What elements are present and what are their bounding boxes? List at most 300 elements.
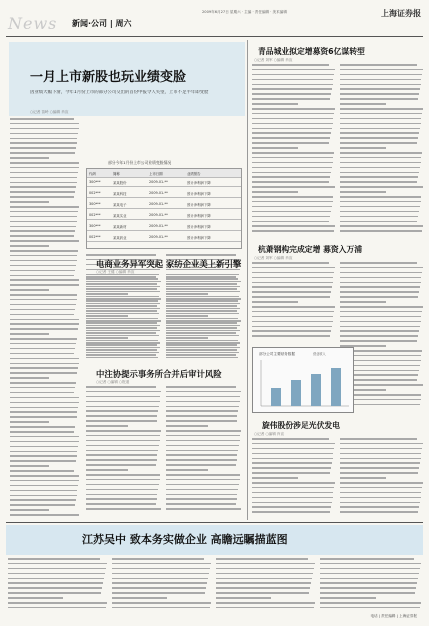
text-line [10, 509, 49, 511]
table-cell: 某某新材 [113, 225, 127, 229]
text-line [10, 289, 49, 291]
text-line [320, 602, 421, 604]
text-line [320, 568, 420, 570]
text-line [340, 79, 421, 81]
text-line [10, 392, 74, 394]
text-line [112, 597, 167, 599]
table-cell: 某某股份 [113, 181, 127, 185]
text-line [216, 587, 310, 589]
text-line [340, 191, 386, 193]
story-risk-byline: ○记者 ○编辑 ○报道 [96, 380, 130, 384]
text-line [86, 315, 128, 317]
text-line [166, 498, 237, 500]
text-line [86, 454, 157, 456]
financial-chart-svg [253, 348, 355, 414]
text-line [340, 282, 421, 284]
text-line [320, 563, 421, 565]
text-line [10, 172, 78, 174]
text-line [252, 502, 332, 504]
table-cell: 002*** [89, 213, 101, 217]
text-line [166, 325, 240, 327]
text-line [10, 319, 79, 321]
table-cell: 预计净利润下降 [187, 214, 211, 218]
text-line [86, 335, 159, 337]
table-row [87, 211, 241, 220]
paper-name: 上海证券报 [381, 8, 421, 18]
story-xuanwei-col1 [252, 438, 336, 520]
text-line [340, 462, 420, 464]
text-line [86, 281, 161, 283]
text-line [216, 592, 309, 594]
text-line [86, 344, 157, 346]
text-line [10, 460, 76, 462]
text-line [340, 316, 421, 318]
main-title: 一月上市新股也玩业绩变脸 [30, 70, 187, 85]
text-line [112, 592, 205, 594]
table-cell: 某某科技 [113, 192, 127, 196]
text-line [10, 162, 79, 164]
bottom-title: 江苏吴中 致本务实做企业 高瞻远瞩描蓝图 [82, 533, 288, 546]
table-header-cell: 简称 [113, 172, 120, 176]
text-line [340, 118, 421, 120]
text-line [340, 230, 422, 232]
text-line [86, 305, 157, 307]
text-line [252, 458, 333, 460]
text-line [252, 186, 335, 188]
text-line [10, 245, 49, 247]
text-line [112, 568, 210, 570]
text-line [340, 113, 422, 115]
text-line [166, 305, 237, 307]
text-line [340, 296, 418, 298]
text-line [252, 326, 332, 328]
text-line [252, 497, 333, 499]
text-line [166, 335, 239, 337]
text-line [10, 157, 49, 159]
text-line [166, 349, 237, 351]
text-line [166, 459, 237, 461]
chart-bar [331, 368, 341, 406]
text-line [166, 503, 236, 505]
text-line [340, 511, 418, 513]
text-line [252, 467, 331, 469]
text-line [252, 448, 334, 450]
story-ecommerce-col1 [86, 276, 162, 360]
text-line [340, 262, 417, 264]
text-line [166, 354, 236, 356]
text-line [252, 316, 333, 318]
text-line [10, 284, 79, 286]
text-line [340, 225, 423, 227]
text-line [10, 167, 79, 169]
text-line [340, 306, 423, 308]
text-line [86, 474, 160, 476]
text-line [10, 186, 76, 188]
text-line [252, 286, 332, 288]
text-line [340, 152, 422, 154]
chart-bar [271, 388, 281, 406]
text-line [340, 448, 422, 450]
text-line [86, 391, 161, 393]
story-risk-col2 [166, 386, 242, 518]
text-line [8, 582, 103, 584]
text-line [252, 506, 331, 508]
text-line [340, 477, 386, 479]
table-row [87, 200, 241, 209]
story-qinghai-byline: ○记者 刘军 ○编辑 肖宣 [254, 58, 293, 62]
text-line [112, 587, 206, 589]
text-line [10, 211, 78, 213]
text-line [10, 431, 74, 433]
story-hangyu-title: 杭萧钢构完成定增 募资入万浦 [258, 245, 363, 254]
text-line [112, 582, 207, 584]
text-line [340, 458, 421, 460]
text-line [86, 410, 158, 412]
text-line [86, 349, 157, 351]
text-line [10, 387, 75, 389]
text-line [340, 108, 423, 110]
text-line [166, 445, 239, 447]
table-row [87, 233, 241, 242]
text-line [86, 425, 128, 427]
text-line [340, 103, 386, 105]
text-line [340, 128, 420, 130]
text-line [10, 470, 74, 472]
story-ecommerce-col2 [166, 276, 242, 360]
text-line [86, 484, 159, 486]
text-line [340, 142, 417, 144]
text-line [340, 84, 421, 86]
text-line [10, 314, 74, 316]
text-line [166, 315, 208, 317]
text-line [112, 578, 208, 580]
text-line [216, 563, 315, 565]
text-line [252, 277, 333, 279]
text-line [8, 597, 63, 599]
table-cell: 预计净利润下降 [187, 225, 211, 229]
text-line [166, 401, 240, 403]
text-line [10, 152, 75, 154]
main-lead: 因业绩大幅下滑，今年1月份上市的部分公司交出的首份中报令人失望，上市不足半年即变脸 [30, 90, 209, 95]
text-line [166, 415, 237, 417]
text-line [216, 558, 308, 560]
text-line [8, 587, 102, 589]
story-qinghai-col1 [252, 64, 336, 238]
bottom-col2 [112, 558, 212, 614]
text-line [252, 321, 333, 323]
news-word: News [8, 14, 58, 33]
text-line [252, 132, 331, 134]
text-line [10, 348, 75, 350]
text-line [340, 453, 421, 455]
text-line [86, 479, 160, 481]
text-line [252, 206, 332, 208]
text-line [166, 300, 238, 302]
text-line [10, 333, 49, 335]
text-line [10, 407, 78, 409]
text-line [252, 167, 332, 169]
footer-stamp: 电话 | 责任编辑 | 上海证券报 [370, 614, 417, 618]
text-line [340, 506, 419, 508]
text-line [166, 494, 237, 496]
text-line [166, 386, 236, 388]
text-line [10, 397, 79, 399]
text-line [10, 240, 79, 242]
column-rule [247, 40, 248, 520]
text-line [252, 482, 335, 484]
text-line [166, 425, 208, 427]
table-header-cell: 业绩预告 [187, 172, 201, 176]
table-cell: 002*** [89, 235, 101, 239]
text-line [10, 480, 79, 482]
text-line [10, 142, 77, 144]
text-line [10, 377, 49, 379]
text-line [166, 410, 238, 412]
text-line [166, 450, 238, 452]
text-line [112, 602, 211, 604]
text-line [252, 201, 333, 203]
text-line [340, 340, 417, 342]
text-line [86, 310, 157, 312]
text-line [340, 492, 421, 494]
text-line [86, 508, 161, 510]
text-line [86, 420, 157, 422]
text-line [320, 592, 415, 594]
text-line [252, 123, 333, 125]
bottom-rule [6, 522, 423, 523]
text-line [252, 301, 298, 303]
text-line [340, 321, 421, 323]
story-ecommerce-title: 电商业务异军突起 家纺企业美上新引擎 [96, 259, 242, 269]
text-line [10, 446, 78, 448]
text-line [340, 326, 420, 328]
text-line [166, 391, 241, 393]
text-line [166, 489, 238, 491]
text-line [10, 426, 75, 428]
text-line [166, 435, 240, 437]
story-qinghai-col2 [340, 64, 424, 238]
text-line [10, 490, 77, 492]
text-line [10, 367, 78, 369]
text-line [166, 484, 239, 486]
text-line [10, 451, 77, 453]
text-line [340, 467, 419, 469]
text-line [252, 191, 298, 193]
text-line [252, 311, 334, 313]
text-line [252, 69, 335, 71]
performance-table [86, 168, 242, 249]
text-line [340, 181, 417, 183]
table-cell: 300*** [89, 224, 101, 228]
masthead-rule [6, 36, 423, 37]
text-line [166, 464, 236, 466]
table-cell: 预计净利润下降 [187, 236, 211, 240]
text-line [10, 475, 79, 477]
text-line [252, 225, 335, 227]
story-xuanwei-byline: ○记者 ○编辑 肖宣 [254, 432, 285, 436]
text-line [340, 291, 419, 293]
text-line [10, 133, 78, 135]
text-line [10, 411, 77, 413]
table-cell: 2009-01-** [149, 191, 168, 195]
text-line [166, 508, 241, 510]
text-line [166, 396, 240, 398]
text-line [252, 216, 330, 218]
text-line [8, 558, 100, 560]
text-line [252, 472, 330, 474]
text-line [10, 416, 77, 418]
text-line [166, 276, 236, 278]
text-line [252, 211, 331, 213]
text-line [10, 299, 77, 301]
table-cell: 预计净利润下降 [187, 203, 211, 207]
text-line [166, 291, 240, 293]
text-line [340, 438, 417, 440]
text-line [8, 578, 104, 580]
text-line [86, 445, 159, 447]
text-line [86, 440, 160, 442]
text-line [86, 498, 157, 500]
text-line [320, 607, 420, 609]
text-line [166, 469, 208, 471]
text-line [166, 406, 239, 408]
text-line [252, 93, 331, 95]
story-xuanwei-title: 旋伟股份涉足光伏发电 [262, 421, 340, 430]
text-line [86, 401, 160, 403]
text-line [252, 262, 329, 264]
text-line [340, 330, 419, 332]
text-line [340, 472, 418, 474]
text-line [340, 147, 386, 149]
text-line [252, 306, 335, 308]
text-line [252, 137, 330, 139]
text-line [8, 563, 107, 565]
text-line [86, 386, 156, 388]
text-line [10, 206, 79, 208]
text-line [252, 103, 298, 105]
text-line [10, 270, 75, 272]
text-line [10, 358, 79, 360]
text-line [252, 98, 330, 100]
text-line [252, 172, 331, 174]
text-line [86, 489, 158, 491]
text-line [10, 275, 74, 277]
text-line [320, 573, 419, 575]
text-line [252, 221, 329, 223]
text-line [252, 74, 334, 76]
text-line [252, 157, 333, 159]
text-line [8, 573, 105, 575]
story-risk-title: 中注协提示事务所合并后审计风险 [96, 369, 222, 379]
text-line [166, 254, 236, 256]
text-line [86, 340, 158, 342]
text-line [8, 602, 107, 604]
text-line [10, 147, 76, 149]
text-line [252, 272, 334, 274]
text-line [340, 74, 422, 76]
text-line [252, 291, 331, 293]
text-line [8, 568, 106, 570]
text-line [340, 335, 418, 337]
text-line [10, 255, 77, 257]
table-cell: 预计净利润下降 [187, 192, 211, 196]
financial-chart-box [252, 347, 354, 413]
text-line [252, 487, 334, 489]
text-line [10, 182, 77, 184]
table-cell: 2009-01-** [149, 202, 168, 206]
text-line [166, 440, 240, 442]
text-line [10, 363, 79, 365]
table-header-row [87, 169, 241, 178]
chart-bar [291, 380, 301, 406]
text-line [216, 602, 315, 604]
text-line [86, 296, 159, 298]
table-cell: 2009-01-** [149, 180, 168, 184]
text-line [340, 487, 422, 489]
text-line [166, 286, 240, 288]
text-line [8, 592, 101, 594]
text-line [340, 206, 420, 208]
text-line [86, 469, 128, 471]
text-line [10, 294, 77, 296]
text-line [10, 235, 74, 237]
text-line [340, 211, 419, 213]
text-line [340, 162, 421, 164]
text-line [10, 138, 77, 140]
text-line [252, 152, 334, 154]
text-line [86, 450, 158, 452]
text-line [86, 300, 158, 302]
text-line [10, 338, 77, 340]
text-line [166, 274, 239, 276]
text-line [340, 69, 423, 71]
text-line [166, 340, 238, 342]
text-line [10, 177, 77, 179]
text-line [10, 250, 78, 252]
text-line [10, 382, 76, 384]
text-line [340, 64, 417, 66]
text-line [340, 132, 419, 134]
text-line [86, 464, 156, 466]
text-line [216, 573, 313, 575]
text-line [252, 267, 335, 269]
text-line [340, 172, 419, 174]
table-cell: 300*** [89, 180, 101, 184]
text-line [112, 558, 204, 560]
text-line [166, 344, 237, 346]
text-line [86, 459, 157, 461]
text-line [340, 201, 421, 203]
text-line [340, 286, 420, 288]
text-line [166, 281, 241, 283]
chart-title: 部分公司主要财务数据 [259, 352, 295, 356]
story-qinghai-title: 青品城业拟定增募资6亿谋转型 [258, 47, 365, 56]
text-line [252, 477, 298, 479]
text-line [340, 311, 422, 313]
text-line [10, 514, 79, 516]
text-line [340, 277, 421, 279]
text-line [86, 503, 156, 505]
text-line [86, 320, 161, 322]
text-line [10, 221, 77, 223]
text-line [216, 568, 314, 570]
text-line [8, 607, 106, 609]
text-line [252, 162, 333, 164]
text-line [252, 282, 333, 284]
table-row [87, 222, 241, 231]
text-line [10, 323, 79, 325]
text-line [10, 265, 76, 267]
